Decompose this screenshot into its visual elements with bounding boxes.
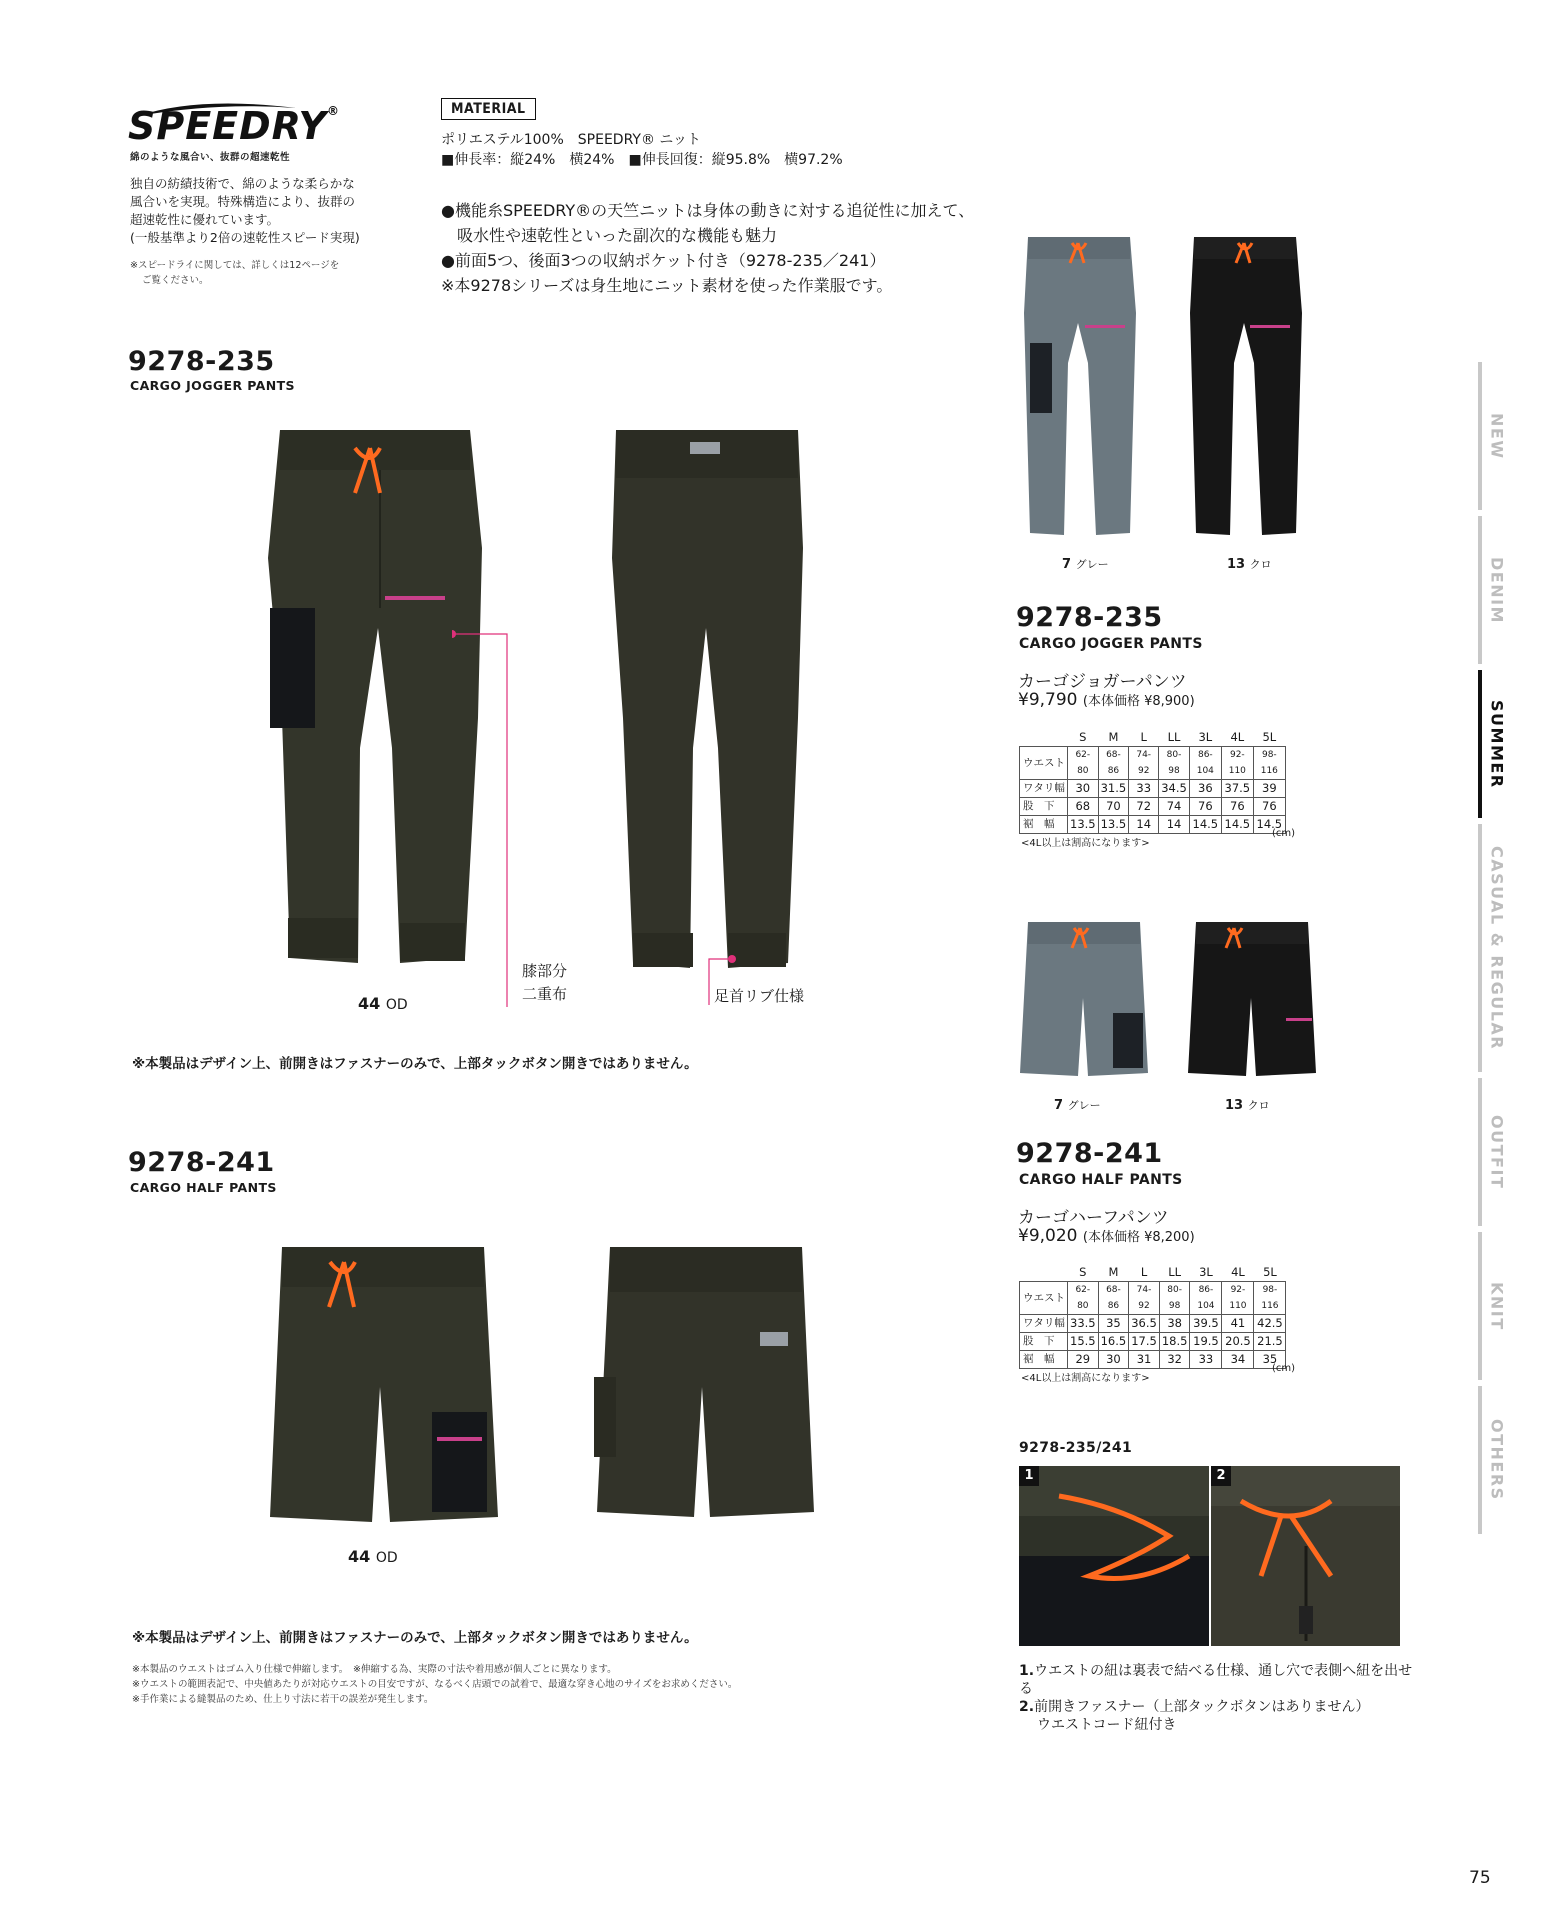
- half-size-table: [1019, 1263, 1286, 1369]
- product-code-half: 9278-241: [128, 1147, 275, 1178]
- page-number: 75: [1469, 1868, 1491, 1888]
- jogger-jp-name: カーゴジョガーパンツ: [1018, 672, 1187, 692]
- jogger-grey-photo: [1020, 233, 1140, 538]
- brand-note: ※スピードライに関しては、詳しくは12ページを ご覧ください。: [130, 260, 340, 286]
- half-back-photo: [592, 1237, 817, 1522]
- detail-number-1: 1: [1019, 1466, 1039, 1486]
- half-size-unit: (cm): [1272, 1363, 1296, 1374]
- right-name-jogger: CARGO JOGGER PANTS: [1019, 636, 1203, 652]
- half-color-label: 44 OD: [348, 1547, 398, 1566]
- disclaimer-half: ※本製品はデザイン上、前開きはファスナーのみで、上部タックボタン開きではありません。: [132, 1630, 698, 1646]
- material-composition: ポリエステル100% SPEEDRY® ニット: [441, 132, 701, 148]
- detail-captions: 1.ウエストの紐は裏表で結べる仕様、通し穴で表側へ紐を出せる 2.前開きファスナー（上部タックボタンはありません） ウエストコード紐付き: [1019, 1663, 1413, 1733]
- half-price: ¥9,020 (本体価格 ¥8,200): [1018, 1226, 1195, 1246]
- size-header-row: S M L LL 3L 4L 5L: [1020, 728, 1286, 746]
- detail-number-2: 2: [1211, 1466, 1231, 1486]
- product-name-half: CARGO HALF PANTS: [130, 1180, 277, 1195]
- table-row: ワタリ幅 30 31.5 33 34.5 36 37.5 39: [1020, 779, 1286, 797]
- speedry-logo: [128, 98, 340, 148]
- nav-tab-others[interactable]: OTHERS: [1487, 1419, 1507, 1501]
- footnotes: ※本製品のウエストはゴム入り仕様で伸縮します。 ※伸縮する為、実際の寸法や着用感が個人ごとに異なります。 ※ウエストの範囲表記で、中央値あたりが対応ウエストの目安ですが、なるべく店頭での試着で、最適な穿き心地のサイズをお求めください。 ※手作業による縫製品のため、仕上り寸法に若干の誤差が発生します。: [132, 1664, 738, 1705]
- brand-tagline: 綿のような風合い、抜群の超速乾性: [130, 152, 291, 163]
- jogger-size-note: <4L以上は割高になります>: [1021, 838, 1150, 849]
- nav-tab-knit[interactable]: KNIT: [1487, 1281, 1507, 1331]
- jogger-price: ¥9,790 (本体価格 ¥8,900): [1018, 690, 1195, 710]
- nav-tab-new[interactable]: NEW: [1487, 412, 1507, 460]
- half-black-photo: [1186, 918, 1318, 1078]
- table-row: ワタリ幅 33.5 35 36.5 38 39.5 41 42.5: [1020, 1314, 1286, 1332]
- table-row: 股 下 68 70 72 74 76 76 76: [1020, 797, 1286, 815]
- knee-callout-line: [452, 627, 522, 1007]
- nav-tab-summer[interactable]: SUMMER: [1487, 699, 1507, 789]
- right-name-half: CARGO HALF PANTS: [1019, 1172, 1183, 1188]
- jogger-size-unit: (cm): [1272, 828, 1296, 839]
- disclaimer-jogger: ※本製品はデザイン上、前開きはファスナーのみで、上部タックボタン開きではありません。: [132, 1056, 698, 1072]
- half-black-label: 13 クロ: [1225, 1098, 1270, 1113]
- product-code-jogger: 9278-235: [128, 346, 275, 377]
- table-row: 裾 幅 13.5 13.5 14 14 14.5 14.5 14.5: [1020, 815, 1286, 833]
- jogger-color-label: 44 OD: [358, 994, 408, 1013]
- nav-tab-denim[interactable]: DENIM: [1487, 556, 1507, 624]
- half-grey-photo: [1018, 918, 1150, 1078]
- details-title: 9278-235/241: [1019, 1440, 1133, 1456]
- material-stretch: ■伸長率：縦24% 横24% ■伸長回復：縦95.8% 横97.2%: [441, 152, 843, 168]
- table-row: ウエスト 62-80 68-86 74-92 80-98 86-104 92-110 98-116: [1020, 1281, 1286, 1314]
- half-grey-label: 7 グレー: [1054, 1098, 1101, 1113]
- half-front-photo: [262, 1237, 502, 1527]
- table-row: ウエスト 62-80 68-86 74-92 80-98 86-104 92-110 98-116: [1020, 746, 1286, 779]
- brand-description: 独自の紡績技術で、綿のような柔らかな 風合いを実現。特殊構造により、抜群の 超速乾性に優れています。 (一般基準より2倍の速乾性スピード実現): [130, 176, 360, 245]
- jogger-black-label: 13 クロ: [1227, 557, 1272, 572]
- feature-list: ●機能糸SPEEDRY®の天竺ニットは身体の動きに対する追従性に加えて、 吸水性や速乾性といった副次的な機能も魅力 ●前面5つ、後面3つの収納ポケット付き（9278-235／241） ※本9278シリーズは身生地にニット素材を使った作業服です。: [441, 201, 975, 295]
- logo-text: SPEEDRY®: [128, 104, 340, 148]
- jogger-grey-label: 7 グレー: [1062, 557, 1109, 572]
- right-code-half: 9278-241: [1016, 1138, 1163, 1169]
- size-header-row: S M L LL 3L 4L 5L: [1020, 1263, 1286, 1281]
- detail-photo-2: [1211, 1466, 1400, 1646]
- jogger-black-photo: [1188, 233, 1306, 538]
- knee-callout: 膝部分 二重布: [522, 962, 568, 1003]
- material-label: MATERIAL: [441, 98, 536, 120]
- half-jp-name: カーゴハーフパンツ: [1018, 1208, 1169, 1228]
- right-code-jogger: 9278-235: [1016, 602, 1163, 633]
- product-name-jogger: CARGO JOGGER PANTS: [130, 378, 295, 393]
- table-row: 股 下 15.5 16.5 17.5 18.5 19.5 20.5 21.5: [1020, 1332, 1286, 1350]
- jogger-size-table: [1019, 728, 1286, 834]
- nav-tab-outfit[interactable]: OUTFIT: [1487, 1114, 1507, 1190]
- half-size-note: <4L以上は割高になります>: [1021, 1373, 1150, 1384]
- nav-tab-casual-regular[interactable]: CASUAL & REGULAR: [1487, 845, 1507, 1051]
- ankle-callout: 足首リブ仕様: [714, 987, 805, 1005]
- detail-photo-1: [1019, 1466, 1209, 1646]
- jogger-back-photo: [598, 418, 818, 978]
- table-row: 裾 幅 29 30 31 32 33 34 35: [1020, 1350, 1286, 1368]
